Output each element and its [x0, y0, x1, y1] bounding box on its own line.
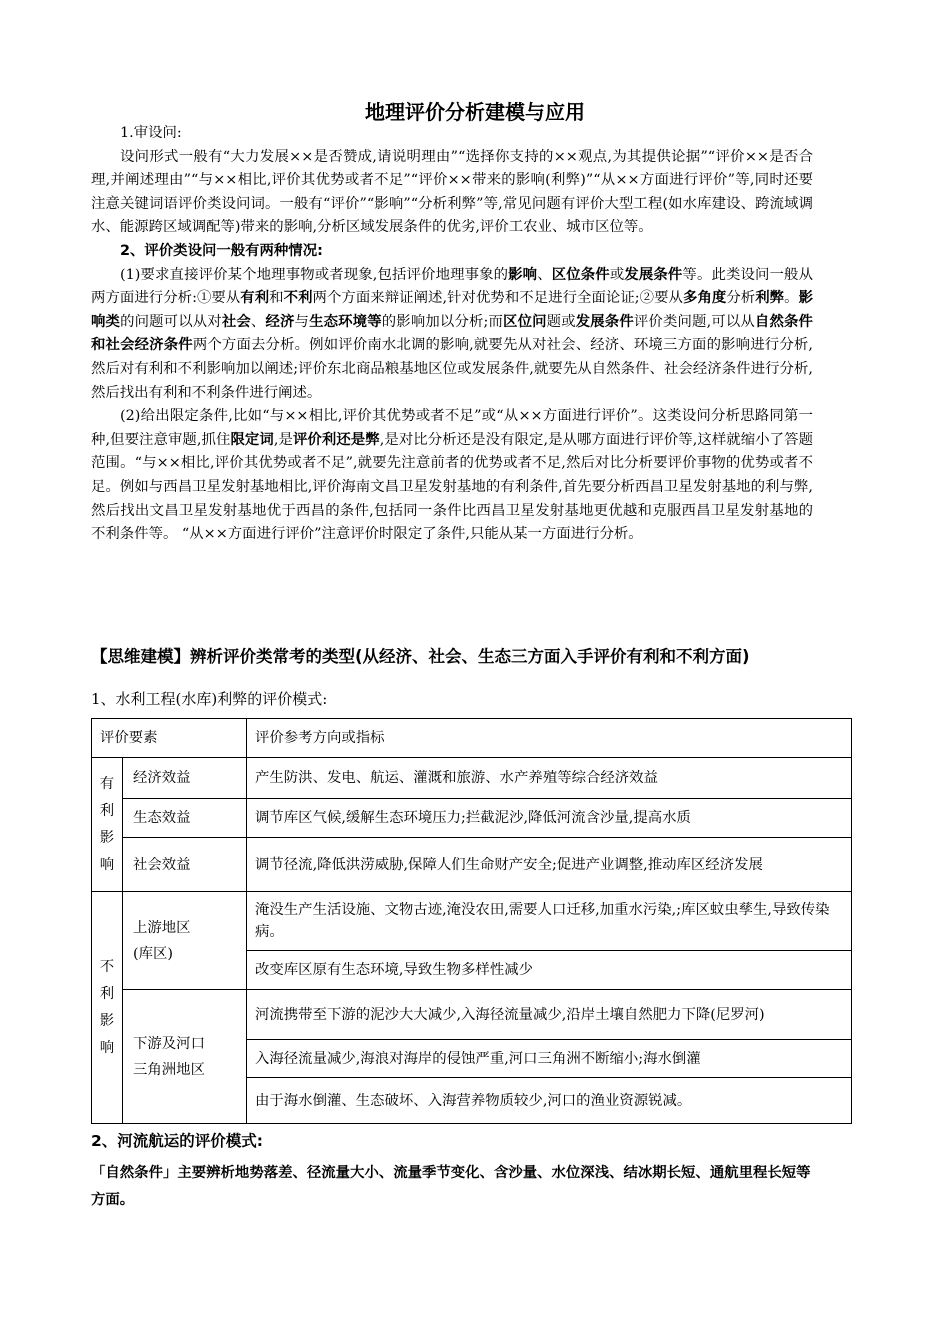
subheading-1: 1、水利工程(水库)利弊的评价模式:	[91, 690, 328, 708]
text-run: 、	[537, 266, 552, 283]
text-run: ,是	[273, 431, 293, 448]
table-cell: 改变库区原有生态环境,导致生物多样性减少	[247, 951, 852, 990]
section-1-heading: 1.审设问:	[120, 125, 182, 141]
bold-run: 不利	[283, 290, 313, 307]
text-run: 等。此类设问一般从两方面进行分析:①要从	[91, 266, 813, 307]
section-1	[91, 122, 813, 547]
bold-run: 利弊	[755, 290, 785, 307]
table-cell	[123, 892, 247, 990]
bold-run: 影响类	[91, 290, 813, 330]
text-run: 。	[784, 290, 799, 307]
text-run: 主要辨析地势落差、径流量大小、流量季节变化、含沙量、水位深浅、结冰期长短、通航里程长短等方面。	[91, 1165, 811, 1208]
text-run: 分析	[726, 290, 756, 307]
table-cell: 淹没生产生活设施、文物古迹,淹没农田,需要人口迁移,加重水污染,;库区蚊虫孳生,导致传染病。	[247, 892, 852, 951]
table-cell: 社会效益	[123, 838, 247, 892]
section-2-heading: 2、评价类设问一般有两种情况:	[120, 242, 323, 259]
row-group-label	[92, 758, 123, 892]
table-row	[92, 892, 852, 951]
text-run: (2)给出限定条件,比如“与××相比,评价其优势或者不足”或“从××方面进行评价”。这类设问分析思路同第一种,但要注意审题,抓住	[91, 408, 813, 448]
evaluation-table	[91, 718, 852, 1124]
text-run: 评价类问题,可以从	[633, 313, 755, 330]
bold-run: 影响	[508, 266, 538, 283]
table-cell: 入海径流量减少,海浪对海岸的侵蚀严重,河口三角洲不断缩小;海水倒灌	[247, 1040, 852, 1078]
text-run: 和	[269, 290, 284, 307]
table-cell: 由于海水倒灌、生态破坏、入海营养物质较少,河口的渔业资源锐减。	[247, 1078, 852, 1124]
paragraph-2	[91, 405, 813, 547]
subheading-2: 2、河流航运的评价模式:	[91, 1132, 263, 1150]
text-run: 两个方面去分析。例如评价南水北调的影响,就要先从对社会、经济、环境三方面的影响进行分析,然后对有利和不利影响加以阐述;评价东北商品粮基地区位或发展条件,就要先从自然条件、社会经济条件进行分析,然后找出有利和不利条件进行阐述。	[91, 337, 813, 401]
page-title: 地理评价分析建模与应用	[365, 100, 585, 124]
text-run: 两个方面来辩证阐述,针对优势和不足进行全面论证;②要从	[312, 290, 683, 307]
bold-run: 生态环境等	[309, 313, 382, 330]
bold-run: 经济	[265, 313, 295, 330]
paragraph-1	[91, 264, 813, 406]
text-run: 的问题可以从对	[120, 313, 222, 330]
text-run: 与	[294, 313, 310, 330]
table-cell: 调节径流,降低洪涝威胁,保障人们生命财产安全;促进产业调整,推动库区经济发展	[247, 838, 852, 892]
natural-conditions-text	[91, 1160, 821, 1214]
bold-run: 评价利还是弊	[292, 431, 380, 448]
table-cell	[123, 990, 247, 1124]
text-run: 的影响加以分析;而	[381, 313, 504, 330]
table-cell: 调节库区气候,缓解生态环境压力;拦截泥沙,降低河流含沙量,提高水质	[247, 799, 852, 838]
bracket-label: 「自然条件」	[91, 1165, 178, 1181]
bold-run: 社会	[221, 313, 251, 330]
bold-run: 自然条件和社会经济条件	[91, 313, 813, 354]
vertical-label: 有利影响	[99, 775, 115, 873]
bold-run: 发展条件	[624, 266, 683, 283]
text-run: (1)要求直接评价某个地理事物或者现象,包括评价地理事象的	[120, 266, 509, 283]
section-1-body: 设问形式一般有“大力发展××是否赞成,请说明理由”“选择你支持的××观点,为其提供论据”“评价××是否合理,并阐述理由”“与××相比,评价其优势或者不足”“评价××带来的影响(利弊)”“从××方面进行评价”等,同时还要注意关键词语评价类设问词。一般有“评价”“影响”“分析利弊”等,常见问题有评价大型工程(如水库建设、跨流域调水、能源跨区域调配等)带来的影响,分析区域发展条件的优劣,评价工农业、城市区位等。	[91, 148, 813, 236]
cell-text: 上游地区(库区)	[133, 919, 191, 962]
text-run: 、	[250, 313, 266, 330]
table-header-row	[92, 719, 852, 758]
table-header-cell: 评价要素	[92, 719, 247, 758]
bold-run: 区位条件	[551, 266, 610, 283]
table-row	[92, 799, 852, 838]
cell-text: 下游及河口三角洲地区	[133, 1035, 205, 1078]
table-row	[92, 990, 852, 1040]
table-cell: 产生防洪、发电、航运、灌溉和旅游、水产养殖等综合经济效益	[247, 758, 852, 799]
table-cell: 河流携带至下游的泥沙大大减少,入海径流量减少,沿岸土壤自然肥力下降(尼罗河)	[247, 990, 852, 1040]
bold-run: 多角度	[683, 290, 727, 307]
bold-run: 发展条件	[575, 313, 634, 330]
bold-run: 区位问	[503, 313, 547, 330]
table-row	[92, 758, 852, 799]
model-heading: 【思维建模】辨析评价类常考的类型(从经济、社会、生态三方面入手评价有利和不利方面)	[91, 647, 750, 666]
row-group-label	[92, 892, 123, 1124]
table-row	[92, 838, 852, 892]
text-run: 题或	[546, 313, 576, 330]
table-cell: 经济效益	[123, 758, 247, 799]
bold-run: 有利	[240, 290, 270, 307]
text-run: 或	[609, 266, 625, 283]
text-run: ,是对比分析还是没有限定,是从哪方面进行评价等,这样就缩小了答题范围。“与××相比,评价其优势或者不足”,就要先注意前者的优势或者不足,然后对比分析要评价事物的优势或者不足。例如与西昌卫星发射基地相比,评价海南文昌卫星发射基地的有利条件,首先要分析西昌卫星发射基地的利与弊,然后找出文昌卫星发射基地优于西昌的条件,包括同一条件比西昌卫星发射基地更优越和克服西昌卫星发射基地的不利条件等。 “从××方面进行评价”注意评价时限定了条件,只能从某一方面进行分析。	[91, 431, 813, 543]
table-cell: 生态效益	[123, 799, 247, 838]
bold-run: 限定词	[230, 431, 274, 448]
table-header-cell: 评价参考方向或指标	[247, 719, 852, 758]
vertical-label: 不利影响	[99, 958, 115, 1056]
